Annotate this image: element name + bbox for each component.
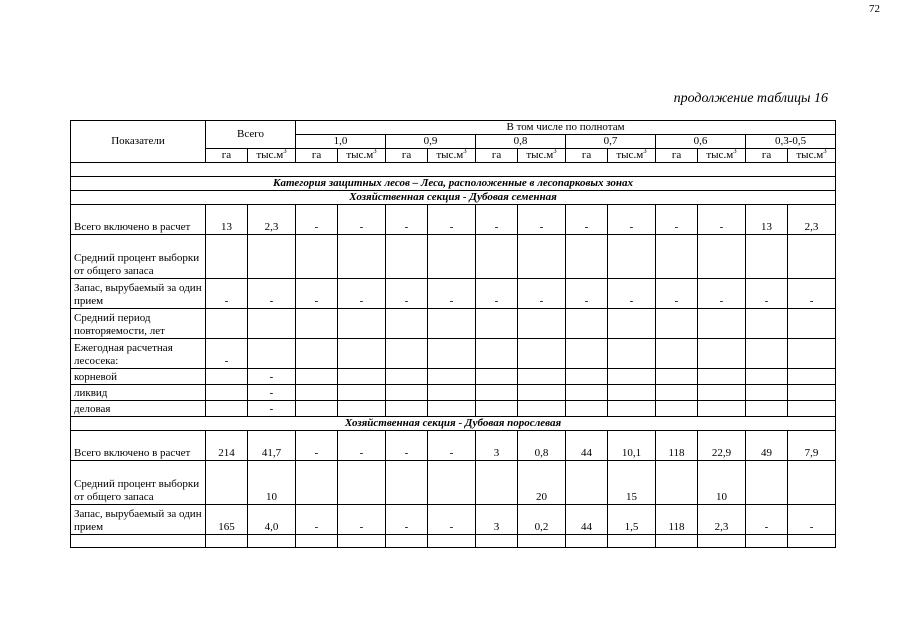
table-cell: [428, 461, 476, 505]
table-cell: [206, 535, 248, 548]
table-cell: [698, 235, 746, 279]
data-table: [70, 120, 836, 548]
table-cell: -: [518, 205, 566, 235]
table-cell: -: [386, 279, 428, 309]
table-cell: [476, 369, 518, 385]
table-cell: [296, 535, 338, 548]
table-row: [71, 431, 836, 461]
table-cell: [788, 401, 836, 417]
row-label: корневой: [71, 369, 206, 385]
table-cell: -: [206, 339, 248, 369]
blank-cell: [71, 163, 836, 177]
table-cell: [746, 309, 788, 339]
table-row: [71, 279, 836, 309]
table-cell: 22,9: [698, 431, 746, 461]
table-cell: [338, 535, 386, 548]
table-cell: -: [338, 205, 386, 235]
table-cell: [746, 461, 788, 505]
table-cell: 44: [566, 505, 608, 535]
table-cell: 41,7: [248, 431, 296, 461]
row-label: Запас, вырубаемый за один прием: [71, 279, 206, 309]
table-cell: [566, 369, 608, 385]
table-cell: [296, 339, 338, 369]
row-label: Всего включено в расчет: [71, 431, 206, 461]
section-title: Хозяйственная секция - Дубовая семенная: [71, 191, 836, 205]
row-label: Запас, вырубаемый за один прием: [71, 505, 206, 535]
category-row: [71, 177, 836, 191]
table-cell: [476, 401, 518, 417]
table-cell: -: [248, 279, 296, 309]
table-cell: [518, 235, 566, 279]
unit-ha: га: [566, 149, 608, 163]
table-cell: [386, 401, 428, 417]
table-cell: -: [296, 279, 338, 309]
table-cell: [656, 369, 698, 385]
table-row: [71, 385, 836, 401]
table-cell: 118: [656, 505, 698, 535]
table-cell: [428, 385, 476, 401]
density-header: 0,6: [656, 135, 746, 149]
table-cell: -: [386, 205, 428, 235]
table-cell: [698, 339, 746, 369]
table-cell: [788, 369, 836, 385]
table-cell: [206, 309, 248, 339]
unit-ha: га: [386, 149, 428, 163]
table-cell: [338, 385, 386, 401]
table-cell: 10: [248, 461, 296, 505]
table-cell: [518, 535, 566, 548]
row-label: ликвид: [71, 385, 206, 401]
row-label: Ежегодная расчетная лесосека:: [71, 339, 206, 369]
row-label: Средний период повторяемости, лет: [71, 309, 206, 339]
table-cell: [566, 309, 608, 339]
table-cell: 118: [656, 431, 698, 461]
table-cell: 10: [698, 461, 746, 505]
table-cell: [518, 385, 566, 401]
row-label: Средний процент выборки от общего запаса: [71, 235, 206, 279]
table-cell: -: [248, 369, 296, 385]
table-cell: -: [428, 431, 476, 461]
table-cell: [338, 339, 386, 369]
table-cell: -: [386, 431, 428, 461]
table-cell: -: [338, 505, 386, 535]
table-cell: [206, 369, 248, 385]
table-cell: [428, 369, 476, 385]
empty-row: [71, 535, 836, 548]
table-cell: [788, 235, 836, 279]
table-cell: [656, 461, 698, 505]
table-cell: [518, 339, 566, 369]
table-cell: -: [206, 279, 248, 309]
unit-volume: $тыс.м^3$: [608, 149, 656, 163]
table-cell: [746, 401, 788, 417]
section-row: [71, 417, 836, 431]
table-cell: [566, 339, 608, 369]
table-cell: -: [656, 279, 698, 309]
table-cell: [296, 235, 338, 279]
table-cell: -: [296, 431, 338, 461]
table-row: [71, 309, 836, 339]
table-row: [71, 505, 836, 535]
table-cell: [746, 385, 788, 401]
table-cell: [71, 535, 206, 548]
category-title: Категория защитных лесов – Леса, расположенные в лесопарковых зонах: [71, 177, 836, 191]
table-cell: [338, 461, 386, 505]
table-cell: [476, 461, 518, 505]
density-header: 0,8: [476, 135, 566, 149]
table-cell: [206, 385, 248, 401]
header-total: Всего: [206, 121, 296, 149]
table-cell: -: [428, 279, 476, 309]
table-row: [71, 235, 836, 279]
table-cell: -: [296, 205, 338, 235]
table-cell: -: [248, 385, 296, 401]
table-cell: 10,1: [608, 431, 656, 461]
table-cell: [788, 309, 836, 339]
table-cell: 20: [518, 461, 566, 505]
table-cell: [656, 235, 698, 279]
table-cell: [386, 385, 428, 401]
table-cell: 7,9: [788, 431, 836, 461]
table-cell: [206, 235, 248, 279]
table-cell: [386, 461, 428, 505]
table-cell: [386, 339, 428, 369]
table-cell: [698, 401, 746, 417]
row-label: деловая: [71, 401, 206, 417]
page-number: 72: [869, 3, 880, 15]
table-cell: [698, 535, 746, 548]
table-cell: [476, 339, 518, 369]
table-cell: [296, 461, 338, 505]
density-header: 0,7: [566, 135, 656, 149]
header-by-density: В том числе по полнотам: [296, 121, 836, 135]
table-cell: [248, 339, 296, 369]
table-cell: [476, 385, 518, 401]
table-cell: -: [476, 205, 518, 235]
blank-row: [71, 163, 836, 177]
table-cell: -: [788, 279, 836, 309]
table-row: [71, 339, 836, 369]
table-cell: [608, 369, 656, 385]
table-cell: 214: [206, 431, 248, 461]
table-cell: [656, 401, 698, 417]
table-row: [71, 205, 836, 235]
table-cell: 0,2: [518, 505, 566, 535]
unit-volume: $тыс.м^3$: [698, 149, 746, 163]
table-cell: 0,8: [518, 431, 566, 461]
table-cell: [338, 369, 386, 385]
row-label: Средний процент выборки от общего запаса: [71, 461, 206, 505]
table-cell: [248, 535, 296, 548]
table-cell: [296, 385, 338, 401]
table-cell: [608, 401, 656, 417]
table-cell: [788, 385, 836, 401]
table-cell: [428, 339, 476, 369]
table-cell: -: [428, 205, 476, 235]
table-cell: -: [566, 279, 608, 309]
table-cell: -: [608, 205, 656, 235]
table-cell: [428, 309, 476, 339]
table-cell: [248, 309, 296, 339]
unit-ha: га: [476, 149, 518, 163]
table-cell: 2,3: [788, 205, 836, 235]
table-cell: -: [248, 401, 296, 417]
row-label: Всего включено в расчет: [71, 205, 206, 235]
table-cell: -: [656, 205, 698, 235]
density-header: 0,9: [386, 135, 476, 149]
table-cell: [698, 385, 746, 401]
table-cell: [518, 309, 566, 339]
table-cell: [566, 461, 608, 505]
table-cell: 13: [206, 205, 248, 235]
table-cell: [338, 235, 386, 279]
unit-ha: га: [206, 149, 248, 163]
table-cell: 2,3: [698, 505, 746, 535]
table-cell: [698, 309, 746, 339]
table-cell: [476, 309, 518, 339]
section-row: [71, 191, 836, 205]
table-cell: 4,0: [248, 505, 296, 535]
table-cell: [788, 535, 836, 548]
table-cell: [476, 235, 518, 279]
table-cell: [788, 339, 836, 369]
table-cell: 1,5: [608, 505, 656, 535]
unit-volume: $тыс.м^3$: [518, 149, 566, 163]
table-cell: 44: [566, 431, 608, 461]
table-cell: [566, 401, 608, 417]
table-cell: [338, 309, 386, 339]
table-cell: [296, 309, 338, 339]
table-cell: 3: [476, 431, 518, 461]
table-cell: -: [296, 505, 338, 535]
table-cell: [656, 339, 698, 369]
table-cell: [386, 535, 428, 548]
table-cell: -: [788, 505, 836, 535]
table-cell: -: [338, 279, 386, 309]
table-cell: -: [746, 279, 788, 309]
table-cell: -: [746, 505, 788, 535]
table-cell: [386, 369, 428, 385]
unit-volume: $тыс.м^3$: [428, 149, 476, 163]
table-cell: [608, 235, 656, 279]
header-indicators: Показатели: [71, 121, 206, 163]
table-cell: -: [608, 279, 656, 309]
unit-volume: $тыс.м^3$: [338, 149, 386, 163]
table-cell: [206, 461, 248, 505]
table-cell: [386, 235, 428, 279]
table-cell: 49: [746, 431, 788, 461]
table-cell: -: [428, 505, 476, 535]
table-cell: 2,3: [248, 205, 296, 235]
table-cell: 15: [608, 461, 656, 505]
table-cell: -: [698, 279, 746, 309]
table-cell: [248, 235, 296, 279]
table-cell: [608, 535, 656, 548]
table-cell: -: [338, 431, 386, 461]
table-cell: [476, 535, 518, 548]
table-cell: -: [518, 279, 566, 309]
table-cell: [518, 401, 566, 417]
unit-ha: га: [296, 149, 338, 163]
table-row: [71, 461, 836, 505]
table-cell: [566, 385, 608, 401]
table-cell: -: [386, 505, 428, 535]
density-header: 1,0: [296, 135, 386, 149]
unit-ha: га: [746, 149, 788, 163]
table-cell: [428, 235, 476, 279]
density-header: 0,3-0,5: [746, 135, 836, 149]
table-row: [71, 401, 836, 417]
table-cell: [566, 535, 608, 548]
table-cell: [296, 401, 338, 417]
table-cell: [608, 339, 656, 369]
table-cell: [698, 369, 746, 385]
table-cell: 13: [746, 205, 788, 235]
table-cell: [608, 385, 656, 401]
table-cell: [656, 309, 698, 339]
table-caption: продолжение таблицы 16: [673, 91, 828, 106]
table-cell: [608, 309, 656, 339]
table-cell: [428, 401, 476, 417]
table-cell: [656, 535, 698, 548]
table-cell: [746, 235, 788, 279]
table-cell: [788, 461, 836, 505]
table-cell: -: [566, 205, 608, 235]
unit-ha: га: [656, 149, 698, 163]
table-cell: [518, 369, 566, 385]
table-cell: -: [476, 279, 518, 309]
table-cell: [746, 369, 788, 385]
table-cell: [746, 535, 788, 548]
section-title: Хозяйственная секция - Дубовая порослевая: [71, 417, 836, 431]
table-cell: [428, 535, 476, 548]
table-row: [71, 369, 836, 385]
table-cell: 165: [206, 505, 248, 535]
table-cell: [656, 385, 698, 401]
table-cell: [386, 309, 428, 339]
table-cell: [338, 401, 386, 417]
table-cell: -: [698, 205, 746, 235]
table-cell: [566, 235, 608, 279]
unit-volume: $тыс.м^3$: [788, 149, 836, 163]
table-cell: [296, 369, 338, 385]
table-cell: 3: [476, 505, 518, 535]
unit-volume: $тыс.м^3$: [248, 149, 296, 163]
table-cell: [746, 339, 788, 369]
table-cell: [206, 401, 248, 417]
